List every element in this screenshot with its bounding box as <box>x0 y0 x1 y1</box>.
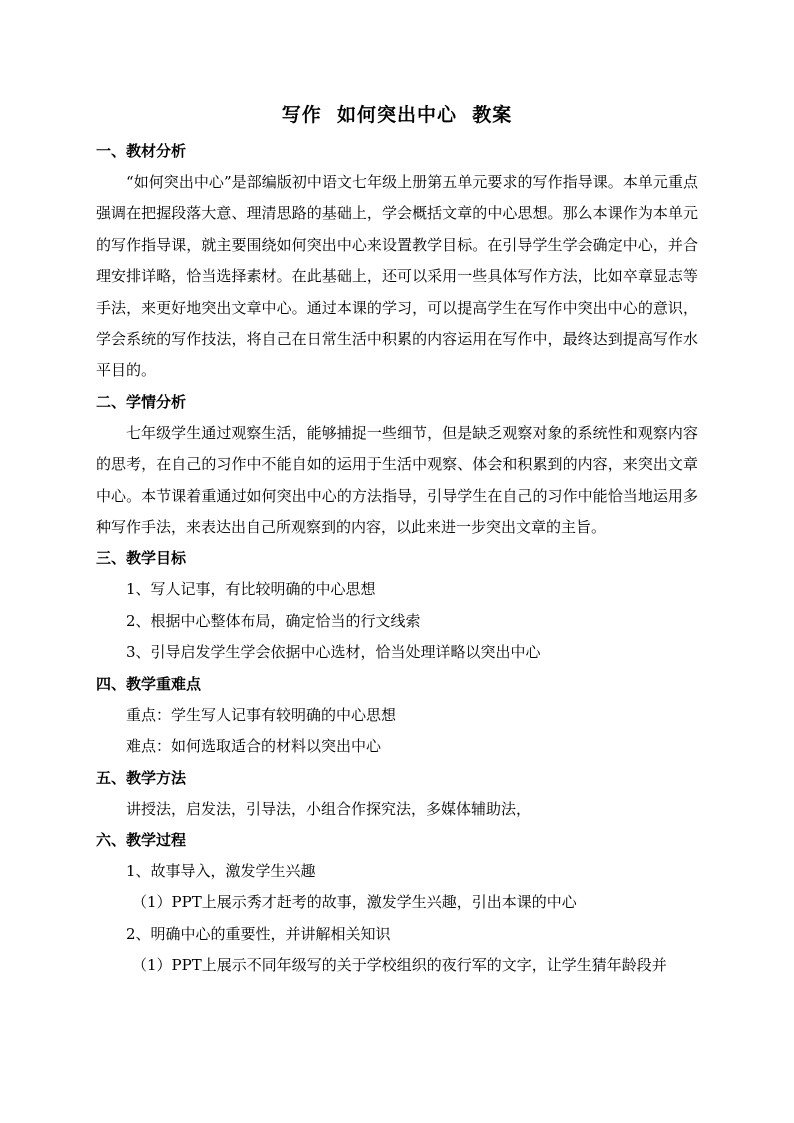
section-textbook-analysis <box>96 136 698 387</box>
process-step: 2、明确中心的重要性，并讲解相关知识 <box>126 924 391 943</box>
process-substep: （1）PPT上展示不同年级写的关于学校组织的夜行军的文字，让学生猜年龄段并 <box>132 956 667 975</box>
section-heading: 六、教学过程 <box>96 830 187 849</box>
document-title: 写作 如何突出中心 教案 <box>281 104 513 126</box>
list-item: 重点：学生写人记事有较明确的中心思想 <box>126 705 397 724</box>
list-item: 2、根据中心整体布局，确定恰当的行文线索 <box>126 611 421 630</box>
process-substep: （1）PPT上展示秀才赶考的故事，激发学生兴趣，引出本课的中心 <box>132 893 577 912</box>
section-heading: 二、学情分析 <box>96 392 187 411</box>
section-key-difficulties <box>96 669 698 763</box>
section-teaching-methods <box>96 763 698 825</box>
list-item: 难点：如何选取适合的材料以突出中心 <box>126 737 382 756</box>
section-heading: 三、教学目标 <box>96 549 187 568</box>
section-student-analysis <box>96 387 698 544</box>
section-paragraph: 七年级学生通过观察生活，能够捕捉一些细节，但是缺乏观察对象的系统性和观察内容的思考，在自己的习作中不能自如的运用于生活中观察、体会和积累到的内容，来突出文章中心。本节课着重通过如何突出中心的方法指导，引导学生在自己的习作中能恰当地运用多种写作手法，来表达出自己所观察到的内容，以此来进一步突出文章的主旨。 <box>96 423 698 537</box>
list-item: 1、写人记事，有比较明确的中心思想 <box>126 580 376 599</box>
list-item: 讲授法，启发法，引导法，小组合作探究法，多媒体辅助法， <box>126 799 532 818</box>
section-heading: 一、教材分析 <box>96 142 187 160</box>
process-step: 1、故事导入，激发学生兴趣 <box>126 861 316 880</box>
section-teaching-process <box>96 825 698 982</box>
section-heading: 四、教学重难点 <box>96 674 202 693</box>
section-teaching-objectives <box>96 543 698 668</box>
section-heading: 五、教学方法 <box>96 768 187 787</box>
list-item: 3、引导启发学生学会依据中心选材，恰当处理详略以突出中心 <box>126 643 541 662</box>
section-paragraph: “如何突出中心”是部编版初中语文七年级上册第五单元要求的写作指导课。本单元重点强调在把握段落大意、理清思路的基础上，学会概括文章的中心思想。那么本课作为本单元的写作指导课，就主要围绕如何突出中心来设置教学目标。在引导学生学会确定中心，并合理安排详略，恰当选择素材。在此基础上，还可以采用一些具体写作方法，比如卒章显志等手法，来更好地突出文章中心。通过本课的学习，可以提高学生在写作中突出中心的意识，学会系统的写作技法，将自己在日常生活中积累的内容运用在写作中，最终达到提高写作水平目的。 <box>96 173 698 380</box>
